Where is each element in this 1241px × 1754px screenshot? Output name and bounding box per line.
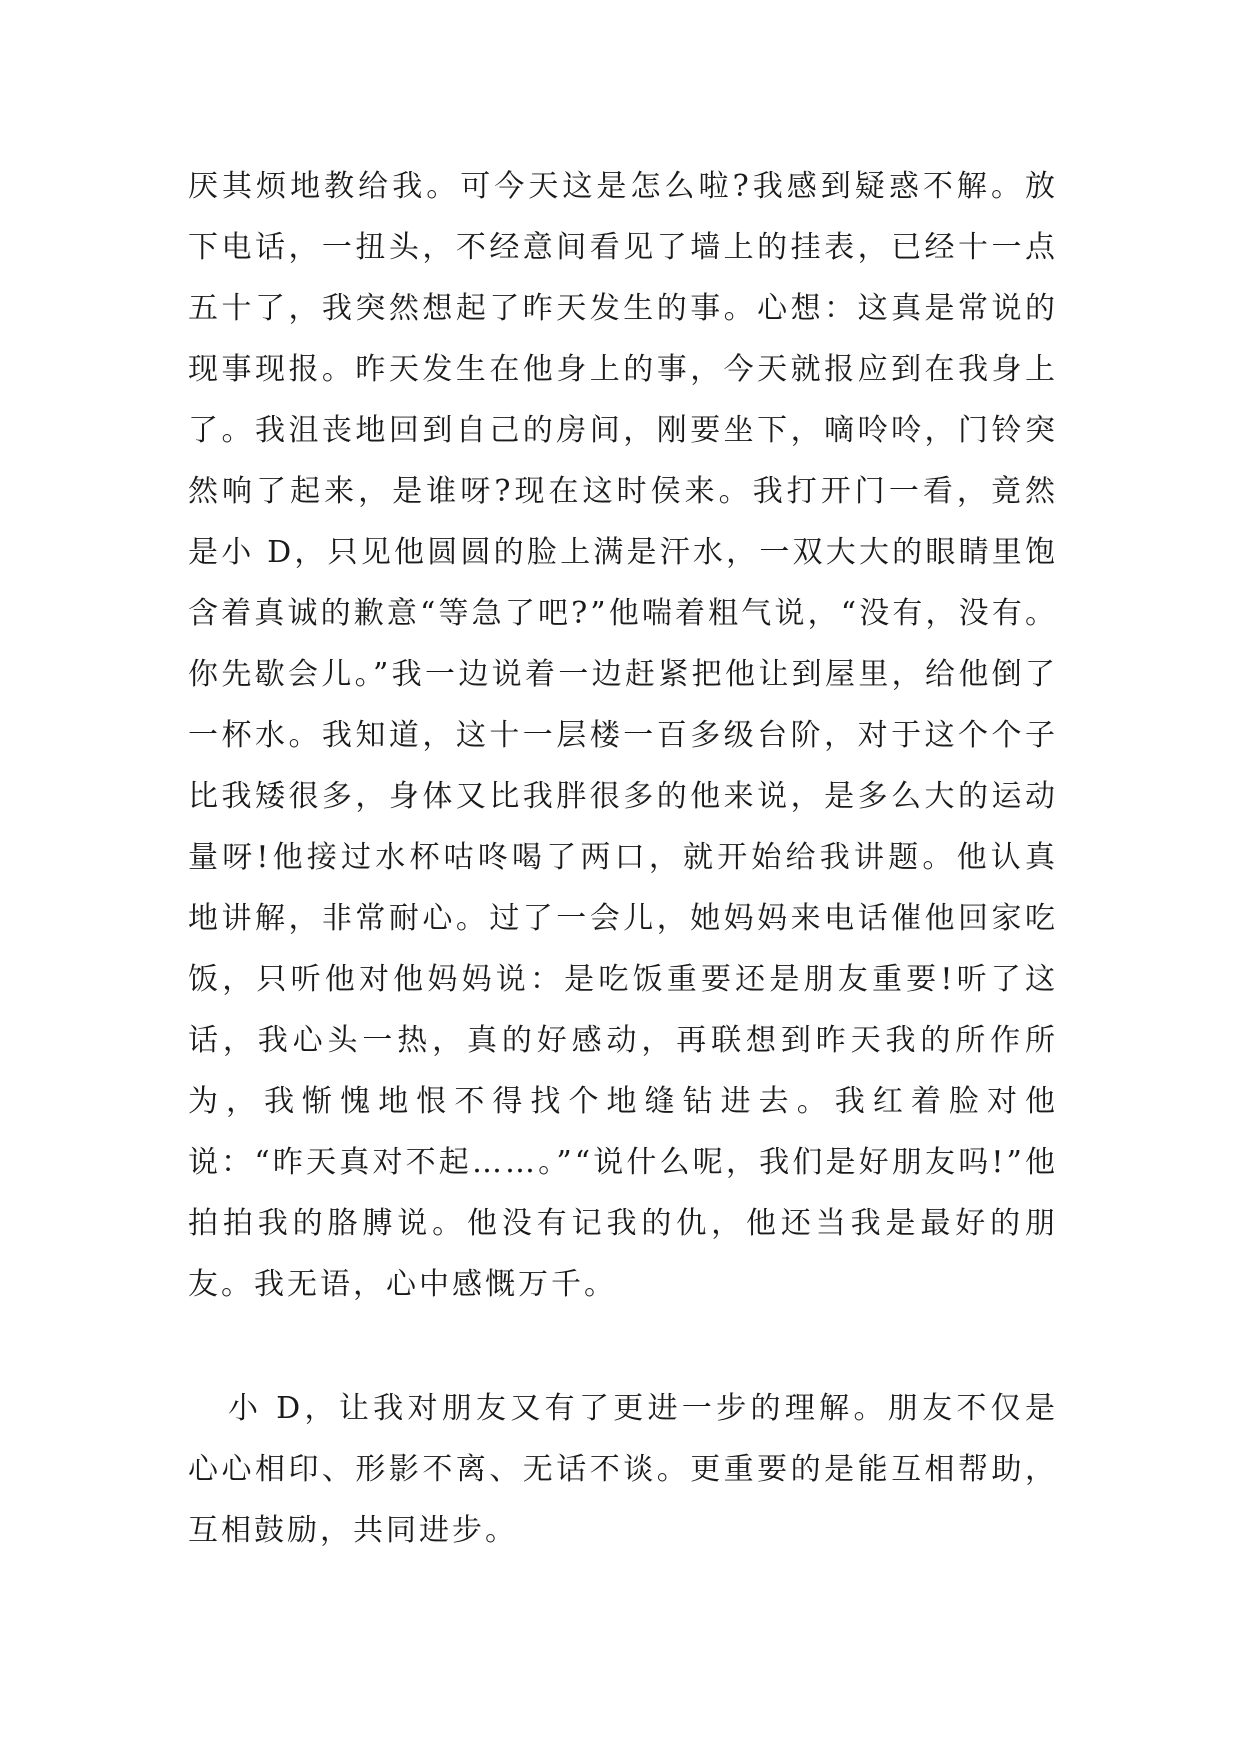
body-paragraph-1: 厌其烦地教给我。可今天这是怎么啦?我感到疑惑不解。放下电话，一扭头，不经意间看见了墙上的挂表，已经十一点五十了，我突然想起了昨天发生的事。心想：这真是常说的现事现报。昨天发生在他身上的事，今天就报应到在我身上了。我沮丧地回到自己的房间，刚要坐下，嘀呤呤，门铃突然响了起来，是谁呀?现在这时侯来。我打开门一看，竟然是小 D，只见他圆圆的脸上满是汗水，一双大大的眼睛里饱含着真诚的歉意“等急了吧?”他喘着粗气说，“没有，没有。你先歇会儿。”我一边说着一边赶紧把他让到屋里，给他倒了一杯水。我知道，这十一层楼一百多级台阶，对于这个个子比我矮很多，身体又比我胖很多的他来说，是多么大的运动量呀!他接过水杯咕咚喝了两口，就开始给我讲题。他认真地讲解，非常耐心。过了一会儿，她妈妈来电话催他回家吃饭，只听他对他妈妈说：是吃饭重要还是朋友重要!听了这话，我心头一热，真的好感动，再联想到昨天我的所作所为，我惭愧地恨不得找个地缝钻进去。我红着脸对他说：“昨天真对不起……。”“说什么呢，我们是好朋友吗!”他拍拍我的胳膊说。他没有记我的仇，他还当我是最好的朋友。我无语，心中感慨万千。: [188, 169, 1058, 1302]
body-paragraph-2: 小 D，让我对朋友又有了更进一步的理解。朋友不仅是心心相印、形影不离、无话不谈。更重要的是能互相帮助，互相鼓励，共同进步。: [188, 1391, 1058, 1548]
